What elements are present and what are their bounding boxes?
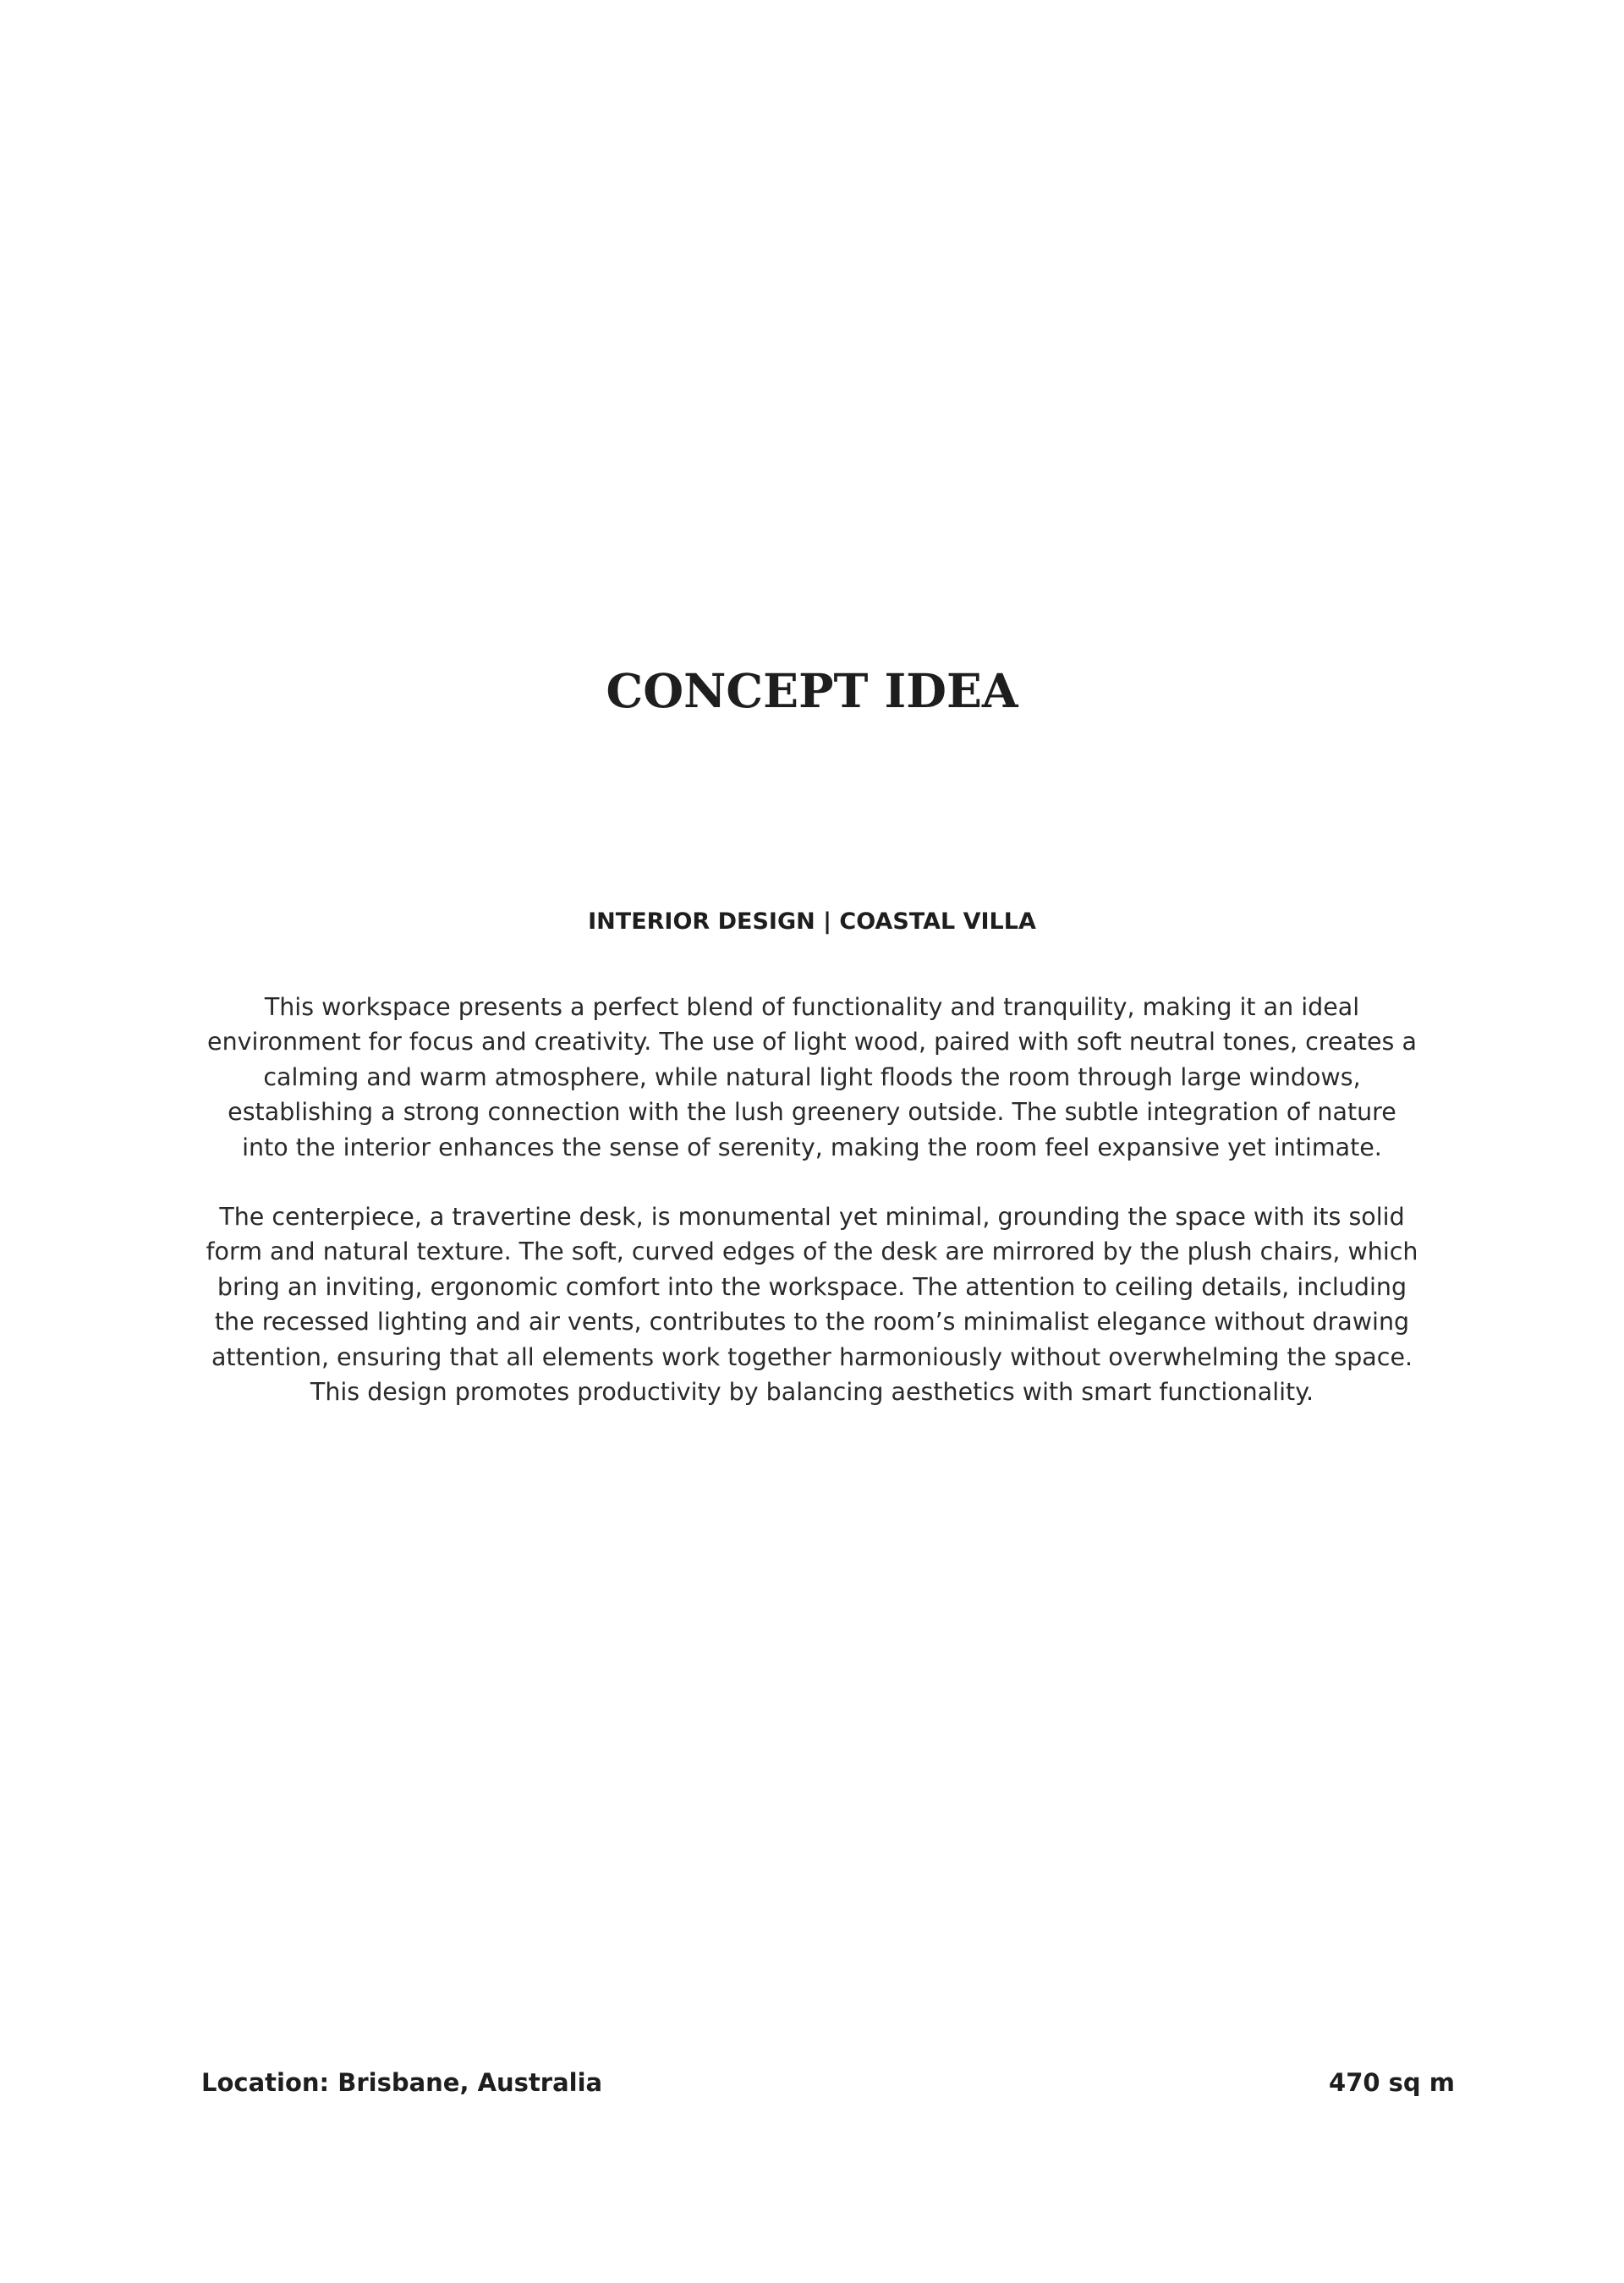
page-title: CONCEPT IDEA [606, 663, 1018, 718]
project-subtitle: INTERIOR DESIGN | COASTAL VILLA [588, 908, 1036, 935]
location-label: Location: Brisbane, Australia [201, 2068, 603, 2097]
concept-paragraph-1: This workspace presents a perfect blend of functionality and tranquility, making it an ideal environment for focus and creativity. The use of light wood, paired with soft neutral tones, creates a calming and warm atmosphere, while natural light floods the room through large windows, establishing a strong connection with the lush greenery outside. The subtle integration of nature into the interior enhances the sense of serenity, making the room feel expansive yet intimate. [207, 993, 1417, 1161]
area-label: 470 sq m [1329, 2068, 1455, 2097]
concept-paragraph-2: The centerpiece, a travertine desk, is monumental yet minimal, grounding the space with its solid form and natural texture. The soft, curved edges of the desk are mirrored by the plush chairs, which bring an inviting, ergonomic comfort into the workspace. The attention to ceiling details, including the recessed lighting and air vents, contributes to the room’s minimalist elegance without drawing attention, ensuring that all elements work together harmoniously without overwhelming the space. This design promotes productivity by balancing aesthetics with smart functionality. [206, 1203, 1418, 1407]
